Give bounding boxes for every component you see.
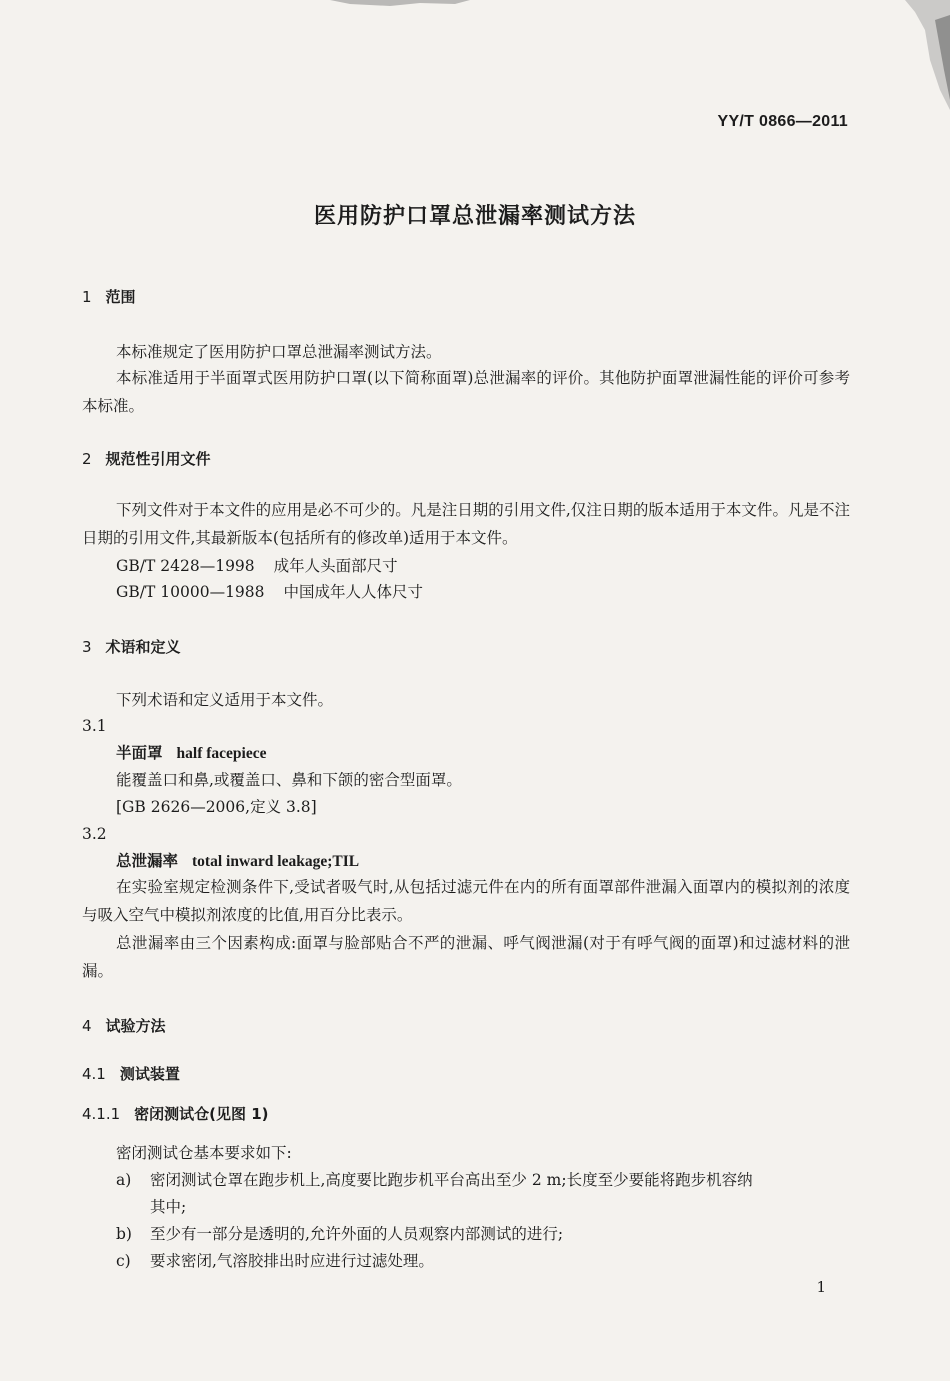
reference-name: 中国成年人人体尺寸 <box>283 583 423 601</box>
list-item <box>116 1249 434 1273</box>
section-number: 3 <box>82 638 92 656</box>
list-marker: b) <box>116 1225 132 1243</box>
paragraph: 本标准规定了医用防护口罩总泄漏率测试方法。 <box>116 343 442 361</box>
term-number: 3.1 <box>82 717 107 735</box>
term-note: 总泄漏率由三个因素构成:面罩与脸部贴合不严的泄漏、呼气阀泄漏(对于有呼气阀的面罩)和过滤材料的泄漏。 <box>82 934 850 980</box>
reference-code: GB/T 10000—1988 <box>116 583 265 601</box>
section-title: 密闭测试仓(见图 1) <box>134 1105 269 1123</box>
scan-edge-artifact <box>0 0 950 120</box>
section-title: 试验方法 <box>105 1017 166 1035</box>
section-4-heading <box>82 1015 166 1036</box>
section-title: 术语和定义 <box>105 638 181 656</box>
list-item <box>116 1222 563 1246</box>
section-2-heading <box>82 448 211 469</box>
term-heading <box>116 849 359 874</box>
paragraph: 下列文件对于本文件的应用是必不可少的。凡是注日期的引用文件,仅注日期的版本适用于本文件。凡是不注日期的引用文件,其最新版本(包括所有的修改单)适用于本文件。 <box>82 501 850 547</box>
term-heading <box>116 741 266 766</box>
section-number: 1 <box>82 288 92 306</box>
term-en: total inward leakage;TIL <box>192 853 360 870</box>
section-number: 2 <box>82 450 92 468</box>
subsection-4-1-1-heading <box>82 1103 269 1124</box>
reference-code: GB/T 2428—1998 <box>116 557 255 575</box>
page-title: 医用防护口罩总泄漏率测试方法 <box>313 204 636 229</box>
section-number: 4 <box>82 1017 92 1035</box>
section-title: 测试装置 <box>119 1065 180 1083</box>
section-1-heading <box>82 286 136 307</box>
section-3-heading <box>82 636 181 657</box>
subsection-4-1-heading <box>82 1063 180 1084</box>
list-marker: a) <box>116 1171 132 1189</box>
term-source: [GB 2626—2006,定义 3.8] <box>116 798 317 816</box>
list-marker: c) <box>116 1252 131 1270</box>
term-number: 3.2 <box>82 825 107 843</box>
term-en: half facepiece <box>176 745 267 762</box>
section-number: 4.1.1 <box>82 1105 121 1123</box>
paragraph: 本标准适用于半面罩式医用防护口罩(以下简称面罩)总泄漏率的评价。其他防护面罩泄漏性能的评价可参考本标准。 <box>82 369 850 415</box>
list-text: 要求密闭,气溶胶排出时应进行过滤处理。 <box>150 1252 434 1270</box>
reference-item <box>116 554 398 578</box>
list-text: 至少有一部分是透明的,允许外面的人员观察内部测试的进行; <box>150 1225 564 1243</box>
list-item-continuation: 其中; <box>150 1198 187 1216</box>
list-text: 密闭测试仓罩在跑步机上,高度要比跑步机平台高出至少 2 m;长度至少要能将跑步机容纳 <box>150 1171 753 1189</box>
section-title: 规范性引用文件 <box>105 450 211 468</box>
term-cn: 半面罩 <box>116 744 163 762</box>
list-item <box>116 1168 753 1192</box>
term-definition: 在实验室规定检测条件下,受试者吸气时,从包括过滤元件在内的所有面罩部件泄漏入面罩内的模拟剂的浓度与吸入空气中模拟剂浓度的比值,用百分比表示。 <box>82 878 850 924</box>
term-definition: 能覆盖口和鼻,或覆盖口、鼻和下颌的密合型面罩。 <box>116 771 462 789</box>
reference-name: 成年人头面部尺寸 <box>273 557 398 575</box>
standard-number: YY/T 0866—2011 <box>717 113 848 130</box>
paragraph: 密闭测试仓基本要求如下: <box>116 1144 292 1162</box>
section-title: 范围 <box>105 288 136 306</box>
paragraph: 下列术语和定义适用于本文件。 <box>116 691 334 709</box>
term-cn: 总泄漏率 <box>116 852 179 870</box>
reference-item <box>116 580 423 604</box>
page-number: 1 <box>816 1278 826 1296</box>
section-number: 4.1 <box>82 1065 106 1083</box>
